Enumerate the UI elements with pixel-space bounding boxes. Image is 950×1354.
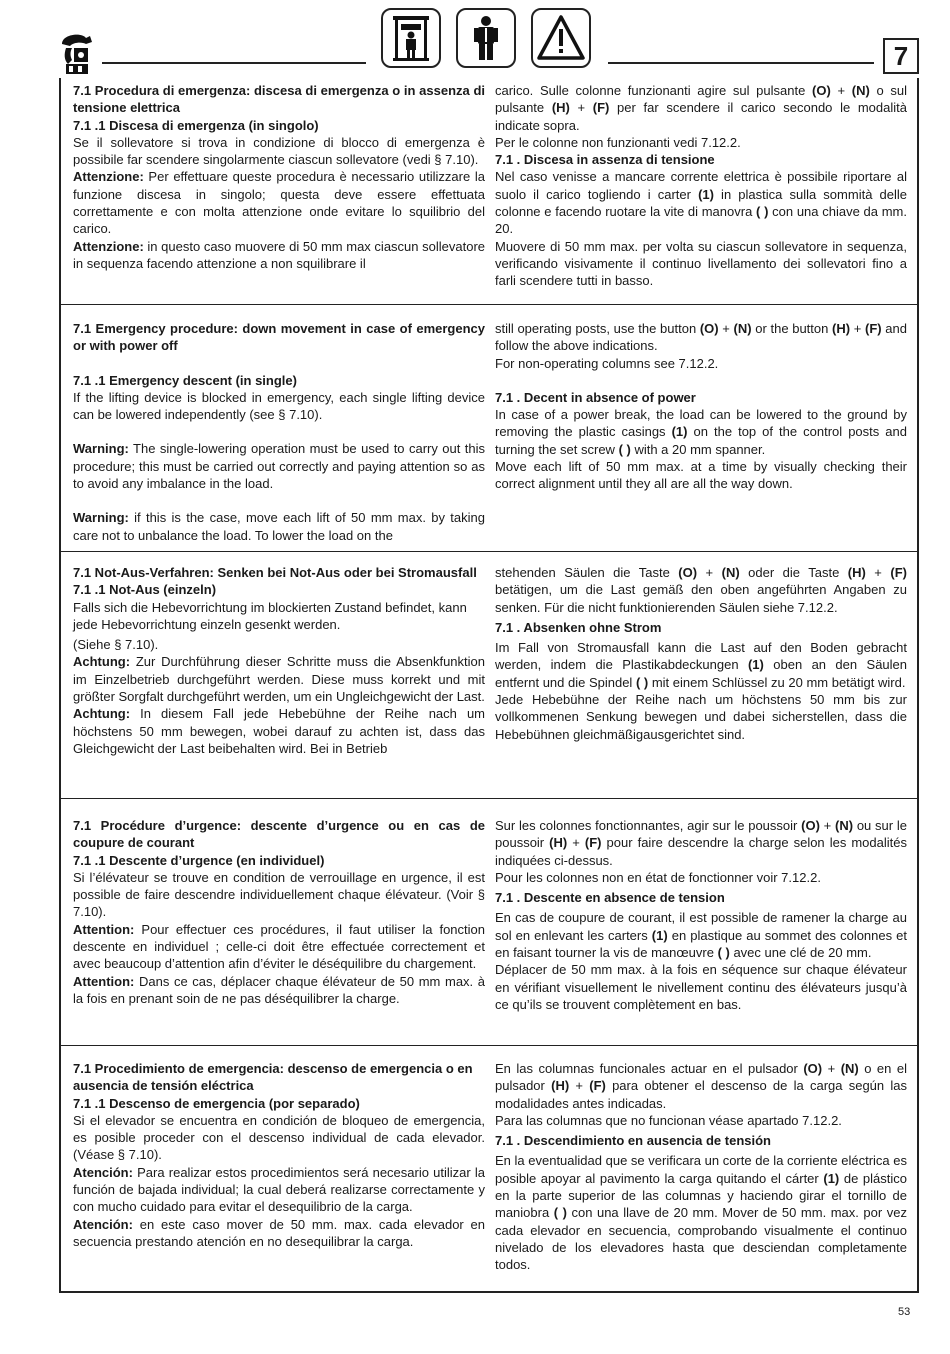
warning-label: Warning:	[73, 510, 129, 526]
paragraph: Falls sich die Hebevorrichtung im blockierten Zustand befindet, kann jede Hebevorrichtung einzeln gesenkt werden.	[73, 599, 467, 632]
spanish-left-column	[73, 1060, 485, 1250]
text: para obtener el descenso de la carga según las modalidades antes indicadas.	[495, 1078, 907, 1111]
text: o sul pulsante	[495, 83, 907, 116]
part-ref: ( )	[618, 441, 631, 457]
text: +	[850, 321, 865, 336]
paragraph	[495, 320, 907, 355]
english-right-column	[495, 320, 907, 493]
lift-operator-icon	[387, 14, 435, 62]
warning-label: Attenzione:	[73, 238, 144, 254]
text: o en el pulsador	[495, 1061, 907, 1094]
warning-label: Achtung:	[73, 706, 131, 722]
button-ref: (O)	[803, 1061, 823, 1076]
french-left-column	[73, 817, 485, 1007]
warning-paragraph	[73, 1216, 485, 1251]
text: or the button	[751, 321, 833, 336]
text: en plastique au sommet des colonnes et en faisant tourner la vis de manœuvre	[495, 927, 908, 961]
section-divider	[59, 551, 919, 552]
subsection-title: 7.1 .1 Emergency descent (in single)	[73, 372, 297, 388]
section-title: 7.1 Procédure d’urgence: descente d’urgence ou en cas de coupure de courant	[73, 818, 485, 851]
text: carico. Sulle colonne funzionanti agire sul pulsante	[495, 83, 813, 98]
header-rule-left	[102, 62, 366, 64]
text: de plástico en la parte superior de las columnas y haciendo girar el tornillo de maniobra	[495, 1170, 907, 1221]
text: En cas de coupure de courant, il est possible de ramener la charge au sol en enlevant les carters	[495, 910, 907, 943]
section-divider	[59, 304, 919, 305]
text: on the top of the control posts and turning the set screw	[495, 424, 907, 457]
button-ref: (N)	[733, 321, 752, 336]
french-right-column	[495, 817, 907, 1013]
paragraph	[495, 639, 907, 691]
paragraph	[495, 817, 907, 869]
german-right-column	[495, 564, 907, 743]
warning-paragraph	[73, 705, 485, 757]
section-title: 7.1 Not-Aus-Verfahren: Senken bei Not-Aus oder bei Stromausfall	[73, 565, 477, 580]
button-ref: (H)	[549, 835, 568, 851]
warning-text: In diesem Fall jede Hebebühne der Reihe nach um höchstens 50 mm bewegen, wobei darauf zu achten ist, dass das Gleichgewicht der Last beibehalten wird. Bei in Betrieb	[73, 706, 485, 756]
button-ref: (F)	[890, 565, 907, 580]
warning-text: The single-lowering operation must be used to carry out this procedure; this must be carried out correctly and paying attention so as to avoid any imbalance in the load.	[73, 441, 485, 492]
paragraph: Si el elevador se encuentra en condición de bloqueo de emergencia, es posible proceder con el descenso individual de cada elevador. (Véase § 7.10).	[73, 1112, 485, 1163]
subsection-title: 7.1 .1 Descenso de emergencia (por separado)	[73, 1095, 360, 1111]
page-header	[0, 0, 950, 82]
subsection-title: 7.1 . Descendimiento en ausencia de tensión	[495, 1133, 771, 1149]
text: En la eventualidad que se verificara un corte de la corriente eléctrica es posible apoyar al pavimento la carga quitando el cárter	[495, 1153, 907, 1186]
text: +	[697, 565, 722, 580]
warning-label: Atención:	[73, 1164, 133, 1180]
warning-label: Attenzione:	[73, 169, 144, 185]
text: and follow the above indications.	[495, 321, 907, 354]
text: +	[567, 835, 585, 851]
warning-paragraph	[73, 168, 485, 237]
warning-label: Atención:	[73, 1216, 133, 1232]
part-ref: (1)	[651, 927, 668, 943]
text: In case of a power break, the load can be lowered to the ground by removing the plastic casings	[495, 407, 907, 440]
paragraph	[495, 406, 907, 458]
button-ref: (O)	[812, 83, 831, 98]
chapter-number: 7	[883, 38, 919, 74]
part-ref: ( )	[553, 1205, 567, 1221]
part-ref: ( )	[756, 204, 769, 220]
text: Sur les colonnes fonctionnantes, agir sur le poussoir	[495, 818, 802, 833]
button-ref: (H)	[551, 1078, 570, 1094]
section-spanish	[59, 1060, 919, 1288]
english-left-column	[73, 320, 485, 544]
button-ref: (O)	[801, 818, 820, 833]
paragraph: Pour les colonnes non en état de fonctionner voir 7.12.2.	[495, 869, 821, 885]
text: con una llave de 20 mm. Mover de 50 mm. max. por vez cada elevador en secuencia, comprobando visualmente el continuo nivelado de los elevadores hasta que desciendan completamente todos.	[495, 1205, 907, 1273]
warning-text: in questo caso muovere di 50 mm max ciascun sollevatore in sequenza facendo attenzione a non squilibrare il	[73, 238, 485, 271]
warning-label: Warning:	[73, 441, 129, 457]
warning-label: Attention:	[73, 973, 135, 989]
text: avec une clé de 20 mm.	[729, 945, 872, 961]
button-ref: (N)	[721, 565, 740, 580]
text: per far scendere il carico secondo le modalità indicate sopra.	[495, 100, 907, 133]
text: ou sur le poussoir	[495, 818, 907, 851]
paragraph: Jede Hebebühne der Reihe nach um höchstens 50 mm bis zur vollkommenen Senkung bewegen und dabei sicherstellen, dass die Hebebühnen gleichmäßigausgerichtet sind.	[495, 692, 907, 742]
warning-label: Attention:	[73, 921, 135, 937]
subsection-title: 7.1 .1 Descente d’urgence (en individuel)	[73, 852, 325, 868]
text: +	[819, 818, 836, 833]
paragraph: If the lifting device is blocked in emergency, each single lifting device can be lowered independently (see § 7.10).	[73, 389, 485, 423]
button-ref: (N)	[851, 83, 870, 98]
warning-triangle-icon	[537, 14, 585, 62]
button-ref: (F)	[584, 835, 602, 851]
text: still operating posts, use the button	[495, 321, 700, 336]
italian-right-column	[495, 82, 907, 290]
part-ref: (1)	[823, 1170, 840, 1186]
button-ref: (F)	[865, 321, 882, 336]
part-ref: ( )	[717, 945, 730, 961]
section-title: 7.1 Procedura di emergenza: discesa di emergenza o in assenza di tensione elettrica	[73, 83, 485, 116]
text: oder die Taste	[739, 565, 848, 580]
button-ref: (H)	[551, 100, 570, 116]
paragraph: Se il sollevatore si trova in condizione di blocco di emergenza è possibile far scendere singolarmente ciascun sollevatore (vedi § 7.10).	[73, 134, 485, 168]
paragraph: (Siehe § 7.10).	[73, 637, 159, 653]
page-number: 53	[898, 1306, 911, 1318]
italian-left-column	[73, 82, 485, 272]
warning-text: Para realizar estos procedimientos será necesario utilizar la función de bajada individual; la cual deberá realizarse correctamente y con mucho cuidado para evitar el desequilibrio de la carga.	[73, 1164, 485, 1215]
text: Im Fall von Stromausfall kann die Last auf den Boden gebracht werden, indem die Plastikabdeckungen	[495, 640, 907, 673]
paragraph: For non-operating columns see 7.12.2.	[495, 355, 719, 371]
button-ref: (N)	[835, 818, 854, 833]
button-ref: (H)	[832, 321, 851, 336]
button-ref: (O)	[699, 321, 719, 336]
button-ref: (O)	[678, 565, 698, 580]
section-title: 7.1 Emergency procedure: down movement in case of emergency or with power off	[73, 321, 485, 354]
text: betätigen, um die Last gemäß den oben angeführten Angaben zu senken. Für die nicht funktionierenden Säulen siehe 7.12.2.	[495, 582, 907, 615]
paragraph: Per le colonne non funzionanti vedi 7.12.2.	[495, 134, 741, 150]
text: +	[569, 1078, 590, 1094]
warning-text: Per effettuare queste procedura è necessario utilizzare la funzione discesa in singolo; questa deve essere effettuata correttamente e con molta attenzione onde evitare lo squilibrio del carico.	[73, 169, 485, 237]
section-divider	[59, 1045, 919, 1046]
warning-text: Dans ce cas, déplacer chaque élévateur de 50 mm max. à la fois en prenant soin de ne pas déséquilibrer la charge.	[73, 973, 485, 1006]
text: +	[830, 83, 852, 98]
warning-paragraph	[73, 440, 485, 492]
mechanic-logo-icon	[56, 30, 96, 76]
text: +	[569, 100, 593, 116]
text: oben an den Säulen entfernt und die Spindel	[495, 657, 908, 690]
paragraph	[495, 1152, 907, 1273]
german-left-column	[73, 564, 485, 757]
paragraph	[495, 564, 907, 616]
section-title: 7.1 Procedimiento de emergencia: descenso de emergencia o en ausencia de tensión eléctrica	[73, 1061, 473, 1094]
text: +	[865, 565, 891, 580]
section-italian	[59, 82, 919, 300]
button-ref: (F)	[589, 1078, 606, 1094]
text: pour faire descendre la charge selon les modalités indiquées ci-dessus.	[495, 835, 907, 868]
worker-box	[456, 8, 516, 68]
warning-text: en este caso mover de 50 mm. max. cada elevador en secuencia prestando atención en no desequilibrar la carga.	[73, 1216, 485, 1249]
part-ref: (1)	[747, 657, 764, 673]
warning-paragraph	[73, 973, 485, 1008]
paragraph	[495, 168, 907, 237]
section-german	[59, 564, 919, 794]
warning-paragraph	[73, 509, 485, 544]
warning-label: Achtung:	[73, 654, 131, 670]
paragraph: Déplacer de 50 mm max. à la fois en séquence sur chaque élévateur en vérifiant visuellement le nivellement continu des élévateurs jusqu’à ce qu’ils se trouvent complètement en bas.	[495, 962, 907, 1012]
subsection-title: 7.1 . Absenken ohne Strom	[495, 619, 662, 635]
subsection-title: 7.1 .1 Discesa di emergenza (in singolo)	[73, 117, 319, 133]
paragraph: Para las columnas que no funcionan véase apartado 7.12.2.	[495, 1112, 842, 1128]
warning-paragraph	[73, 653, 485, 705]
text: En las columnas funcionales actuar en el pulsador	[495, 1061, 804, 1076]
text: con una chiave da mm. 20.	[495, 204, 907, 237]
text: +	[822, 1061, 841, 1076]
text: mit einem Schlüssel zu 20 mm betätigt wird.	[648, 674, 906, 690]
subsection-title: 7.1 . Discesa in assenza di tensione	[495, 152, 715, 168]
warning-box	[531, 8, 591, 68]
button-ref: (N)	[840, 1061, 859, 1076]
warning-text: Pour effectuer ces procédures, il faut utiliser la fonction descente en individuel ; celle-ci doit être effectuée correctement et avec beaucoup d’attention afin d’éviter le déséquilibre du chargement.	[73, 921, 485, 972]
subsection-title: 7.1 . Decent in absence of power	[495, 389, 696, 405]
section-divider	[59, 798, 919, 799]
paragraph	[495, 82, 907, 134]
text: +	[718, 321, 734, 336]
subsection-title: 7.1 .1 Not-Aus (einzeln)	[73, 582, 217, 598]
button-ref: (H)	[847, 565, 866, 580]
text: Nel caso venisse a mancare corrente elettrica è possibile riportare al suolo il carico togliendo i carter	[495, 169, 907, 202]
lift-operator-box	[381, 8, 441, 68]
part-ref: ( )	[635, 674, 649, 690]
worker-icon	[462, 14, 510, 62]
subsection-title: 7.1 . Descente en absence de tension	[495, 890, 725, 906]
part-ref: (1)	[671, 424, 688, 440]
warning-paragraph	[73, 238, 485, 273]
header-rule-right	[608, 62, 874, 64]
spanish-right-column	[495, 1060, 907, 1274]
section-english	[59, 320, 919, 548]
paragraph	[495, 1060, 907, 1112]
paragraph: Si l’élévateur se trouve en condition de verrouillage en urgence, il est possible de faire descendre individuellement chaque élévateur. (Voir § 7.10).	[73, 869, 485, 920]
warning-paragraph	[73, 1164, 485, 1216]
text: in plastica sulla sommità delle colonne e facendo ruotare la vite di manovra	[495, 186, 908, 220]
button-ref: (F)	[592, 100, 610, 116]
warning-paragraph	[73, 921, 485, 973]
text: stehenden Säulen die Taste	[495, 565, 679, 580]
paragraph: Muovere di 50 mm max. per volta su ciascun sollevatore in sequenza, verificando visivamente il continuo livellamento dei sollevatori fino a farli scendere tutti in basso.	[495, 238, 907, 289]
paragraph: Move each lift of 50 mm max. at a time by visually checking their correct alignment until they all are all the way down.	[495, 459, 907, 492]
warning-text: if this is the case, move each lift of 50 mm max. by taking care not to unbalance the load. To lower the load on the	[73, 510, 485, 543]
paragraph	[495, 909, 907, 961]
warning-text: Zur Durchführung dieser Schritte muss die Absenkfunktion im Einzelbetrieb durchgeführt werden. Diese muss korrekt und mit größter Sorgfalt durchgeführt werden, um ein Ungleichgewicht der Last.	[73, 654, 485, 705]
text: with a 20 mm spanner.	[630, 441, 766, 457]
part-ref: (1)	[698, 186, 714, 202]
section-french	[59, 817, 919, 1039]
